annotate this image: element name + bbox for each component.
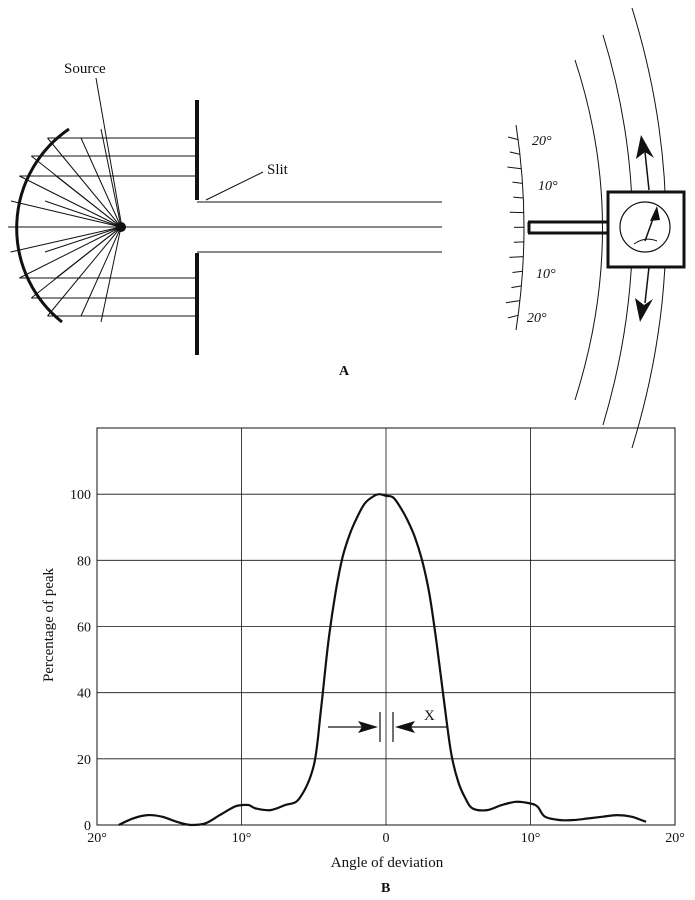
source-label: Source [64,61,106,77]
meter-dial [620,202,670,252]
scale-tick [507,167,521,169]
slit-label: Slit [267,162,288,178]
ray [45,201,121,227]
y-tick-label: 100 [70,488,91,504]
ray [81,227,121,316]
y-tick-label: 80 [77,554,91,570]
source-rays [8,129,121,322]
x-annotation [328,708,447,742]
x-tick-label: 10° [520,831,541,846]
scale-label-10-up: 10° [538,179,558,194]
ray [48,227,122,316]
x-tick-label: 10° [231,831,252,846]
panel-b-label: B [381,881,391,896]
y-tick-label: 20 [77,752,91,768]
scale-label-10-down: 10° [536,267,556,282]
x-annotation-label: X [424,708,435,724]
scale-tick [508,137,518,140]
scale-tick [508,315,518,318]
y-tick-label: 60 [77,620,91,636]
x-tick-label: 0 [382,831,390,846]
scale-tick [510,152,520,154]
scale-tick [511,286,521,288]
scale-tick [513,271,523,272]
y-axis-label: Percentage of peak [41,567,57,683]
y-tick-label: 0 [84,819,91,834]
ray [101,129,121,227]
ray [45,227,121,252]
slit-leader [206,172,263,200]
scale-tick [506,301,520,303]
chart-grid [97,428,675,825]
y-tick-label: 40 [77,686,91,702]
panel-a-diagram [8,8,684,448]
diffraction-curve [119,494,646,825]
x-tick-label: 20° [665,831,685,846]
x-tick-labels [87,831,685,846]
scale-label-20-up: 20° [532,134,552,149]
move-down-arrow-icon [635,298,653,322]
track-arc-inner [575,60,603,400]
move-up-shaft [645,152,649,190]
reflector [17,129,69,322]
scale-tick [513,182,523,183]
move-down-shaft [645,267,649,303]
scale-tick [509,257,523,258]
scale-label-20-down: 20° [527,311,547,326]
source-dot [116,222,126,232]
ray [19,227,121,278]
x-tick-label: 20° [87,831,107,846]
y-tick-labels [70,488,91,834]
scale-tick [513,197,523,198]
ray [101,227,121,322]
x-axis-label: Angle of deviation [330,855,444,871]
panel-b-chart [41,428,685,896]
panel-a-label: A [339,364,350,379]
ray [48,138,122,227]
ray [19,176,121,227]
ray [81,138,121,227]
